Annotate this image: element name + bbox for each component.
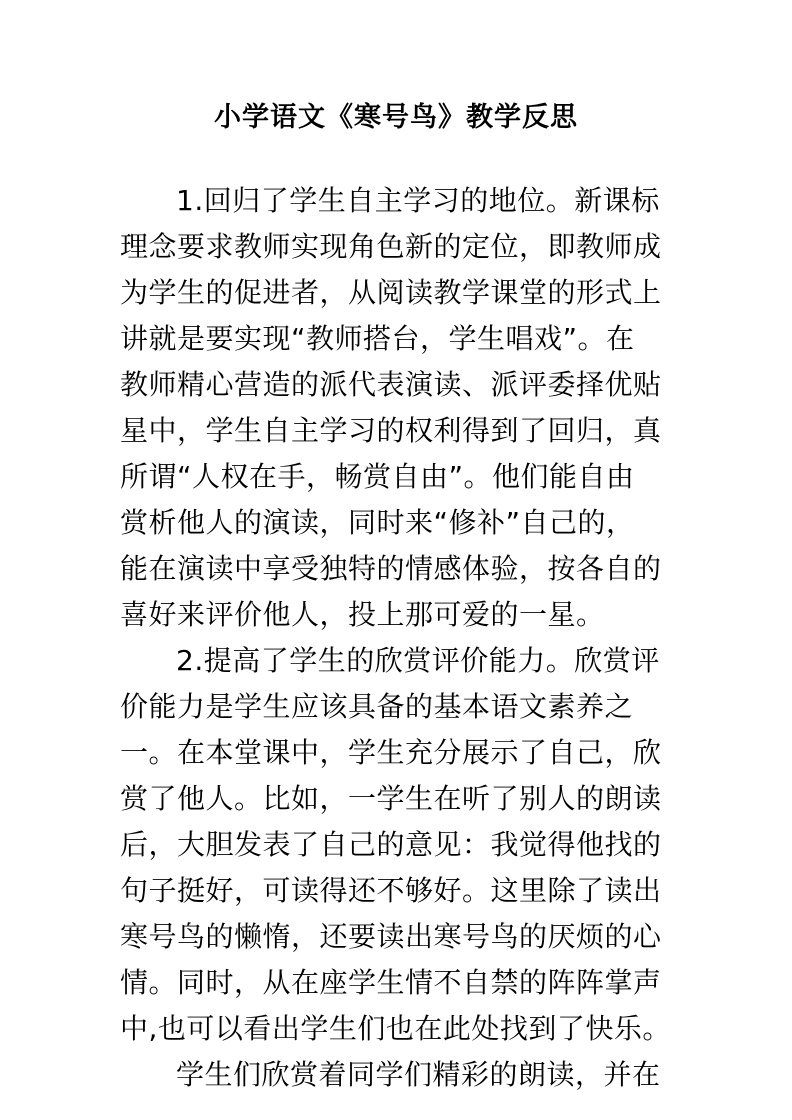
text-line: 星中，学生自主学习的权利得到了回归，真: [120, 414, 662, 447]
text-line: 后，大胆发表了自己的意见：我觉得他找的: [120, 828, 662, 861]
text-line: 所谓“人权在手，畅赏自由”。他们能自由: [120, 460, 635, 493]
text-line: 为学生的促进者，从阅读教学课堂的形式上: [120, 276, 662, 309]
document-body: [120, 178, 680, 1098]
text-line: 1.回归了学生自主学习的地位。新课标: [176, 184, 660, 217]
text-line: 理念要求教师实现角色新的定位，即教师成: [120, 230, 662, 263]
document-title: 小学语文《寒号鸟》教学反思: [214, 102, 578, 133]
text-line: 喜好来评价他人，投上那可爱的一星。: [120, 598, 605, 631]
text-line: 讲就是要实现“教师搭台，学生唱戏”。在: [120, 322, 635, 355]
text-line: 2.提高了学生的欣赏评价能力。欣赏评: [176, 644, 660, 677]
text-line: 句子挺好，可读得还不够好。这里除了读出: [120, 874, 662, 907]
text-line: 中,也可以看出学生们也在此处找到了快乐。: [120, 1012, 671, 1045]
text-line: 赏了他人。比如，一学生在听了别人的朗读: [120, 782, 662, 815]
text-line: 寒号鸟的懒惰，还要读出寒号鸟的厌烦的心: [120, 920, 662, 953]
text-line: 能在演读中享受独特的情感体验，按各自的: [120, 552, 662, 585]
text-line: 一。在本堂课中，学生充分展示了自己，欣: [120, 736, 662, 769]
text-line: 教师精心营造的派代表演读、派评委择优贴: [120, 368, 662, 401]
text-line: 情。同时，从在座学生情不自禁的阵阵掌声: [120, 966, 662, 999]
text-line: 学生们欣赏着同学们精彩的朗读，并在: [176, 1058, 661, 1091]
text-line: 赏析他人的演读，同时来“修补”自己的，: [120, 506, 635, 539]
text-line: 价能力是学生应该具备的基本语文素养之: [120, 690, 634, 723]
